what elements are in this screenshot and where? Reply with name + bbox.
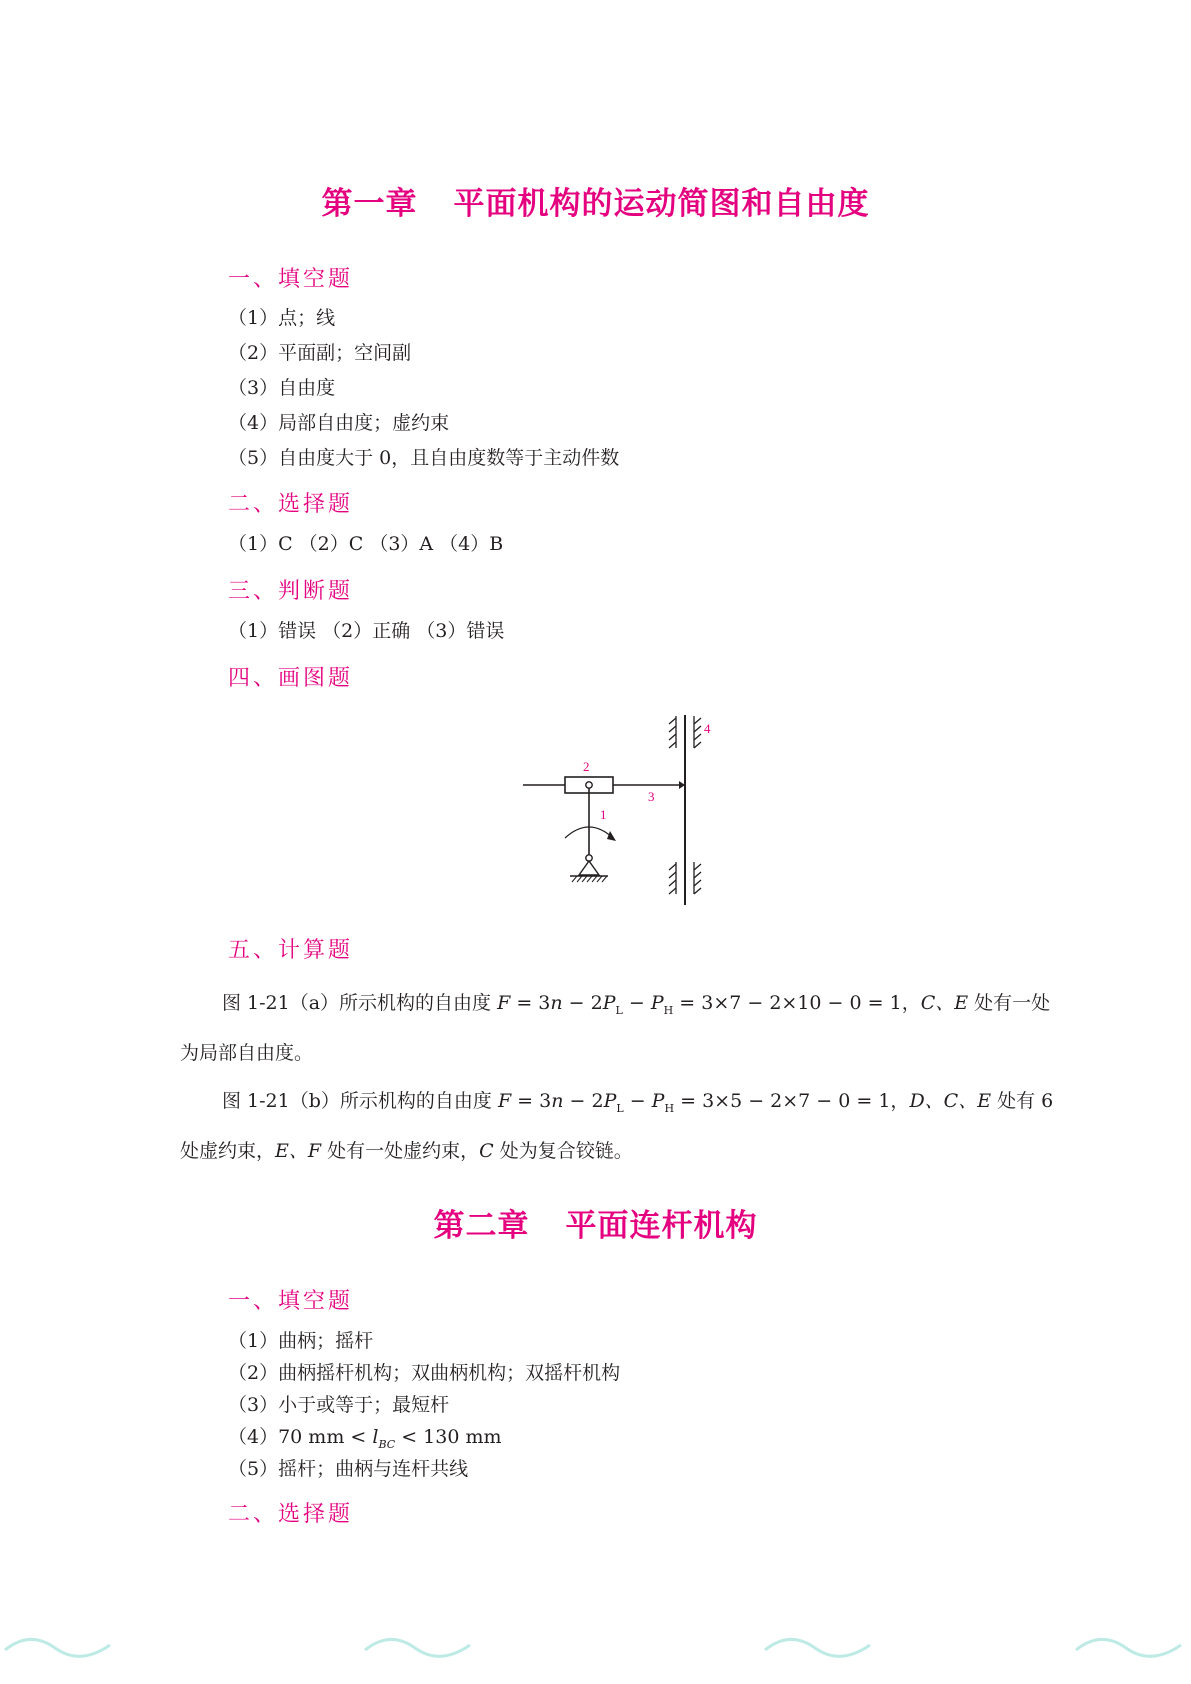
fill-blank-answer-1: （1）点；线 xyxy=(228,307,336,329)
ch2-answer-4-upper: < 130 mm xyxy=(401,1426,502,1448)
calc-b-rest: 处有 6 xyxy=(991,1090,1054,1112)
calc-paragraph-a-line-1 xyxy=(222,991,1051,1023)
section-choice-heading: 二、选择题 xyxy=(228,492,354,517)
label-link-2: 2 xyxy=(583,759,590,774)
ch2-fill-blank-answer-3: （3）小于或等于；最短杆 xyxy=(228,1394,450,1416)
calc-paragraph-a-line-2: 为局部自由度。 xyxy=(180,1042,314,1064)
calc-a-formula: $F = 3n - 2P_L - P_H = 3\times 7 - 2\times 10 - 0 = 1$， xyxy=(497,992,921,1017)
section-fill-blank-heading: 一、填空题 xyxy=(228,267,354,292)
ch2-answer-4-sub: BC xyxy=(378,1437,396,1451)
chapter-1-title xyxy=(0,178,1191,223)
ch2-fill-blank-answer-5: （5）摇杆；曲柄与连杆共线 xyxy=(228,1458,469,1480)
section-judge-heading: 三、判断题 xyxy=(228,579,354,604)
footer-decoration-left xyxy=(0,1620,120,1670)
ground-hatching xyxy=(572,876,607,882)
label-link-3: 3 xyxy=(648,789,655,804)
fill-blank-answer-2: （2）平面副；空间副 xyxy=(228,342,412,364)
ch2-fill-blank-answer-1: （1）曲柄；摇杆 xyxy=(228,1330,374,1352)
choice-answers: （1）C （2）C （3）A （4）B xyxy=(228,533,504,555)
chapter-2-title xyxy=(0,1200,1191,1245)
calc-paragraph-b-line-1 xyxy=(222,1089,1054,1121)
ch2-fill-blank-answer-2: （2）曲柄摇杆机构；双曲柄机构；双摇杆机构 xyxy=(228,1362,621,1384)
calc-b-cont-a: 处虚约束， xyxy=(180,1140,276,1162)
chapter-1-number: 第一章 xyxy=(321,186,418,222)
chapter-2-name: 平面连杆机构 xyxy=(565,1208,758,1244)
footer-decoration-right xyxy=(1071,1620,1191,1670)
ch2-answer-4-lower: 70 mm < xyxy=(278,1426,367,1448)
ch2-answer-4-prefix: （4） xyxy=(228,1426,279,1448)
ground-support xyxy=(579,861,599,875)
calc-b-lead: 图 1-21（b）所示机构的自由度 xyxy=(222,1090,492,1112)
fill-blank-answer-5: （5）自由度大于 0，且自由度数等于主动件数 xyxy=(228,447,620,469)
calc-a-rest: 处有一处 xyxy=(968,992,1051,1014)
fill-blank-answer-3: （3）自由度 xyxy=(228,377,336,399)
calc-a-lead: 图 1-21（a）所示机构的自由度 xyxy=(222,992,492,1014)
calc-b-cont-c: 处为复合铰链。 xyxy=(493,1140,633,1162)
calc-b-formula: $F = 3n - 2P_L - P_H = 3\times 5 - 2\times 7 - 0 = 1$， xyxy=(497,1090,910,1115)
mechanism-diagram xyxy=(515,710,715,910)
footer-decoration-mid-left xyxy=(360,1620,480,1670)
calc-paragraph-b-line-2 xyxy=(180,1139,970,1163)
slider-pin xyxy=(586,782,592,788)
ch2-section-fill-blank-heading: 一、填空题 xyxy=(228,1289,354,1314)
chapter-1-name: 平面机构的运动简图和自由度 xyxy=(453,186,870,222)
judge-answers: （1）错误 （2）正确 （3）错误 xyxy=(228,620,505,642)
calc-a-formula-tail: = 3×7 − 2×10 − 0 = 1， xyxy=(679,992,921,1014)
calc-a-vars: C、E xyxy=(920,992,969,1014)
section-drawing-heading: 四、画图题 xyxy=(228,666,354,691)
ch2-section-choice-heading: 二、选择题 xyxy=(228,1502,354,1527)
calc-b-cont-b: 处有一处虚约束， xyxy=(321,1140,480,1162)
chapter-2-number: 第二章 xyxy=(433,1208,530,1244)
label-link-1: 1 xyxy=(600,807,607,822)
calc-b-vars: D、C、E xyxy=(909,1090,992,1112)
section-calc-heading: 五、计算题 xyxy=(228,938,354,963)
ch2-fill-blank-answer-4 xyxy=(228,1425,502,1457)
fill-blank-answer-4: （4）局部自由度；虚约束 xyxy=(228,412,450,434)
ch2-answer-4-var: l xyxy=(372,1426,379,1448)
calc-b-cont-vars: E、F xyxy=(275,1140,322,1162)
rotation-arrowhead xyxy=(607,831,616,841)
calc-b-formula-tail: = 3×5 − 2×7 − 0 = 1， xyxy=(680,1090,910,1112)
footer-decoration-mid-right xyxy=(760,1620,880,1670)
calc-b-cont-var-c: C xyxy=(479,1140,494,1162)
label-frame-4: 4 xyxy=(704,721,711,736)
